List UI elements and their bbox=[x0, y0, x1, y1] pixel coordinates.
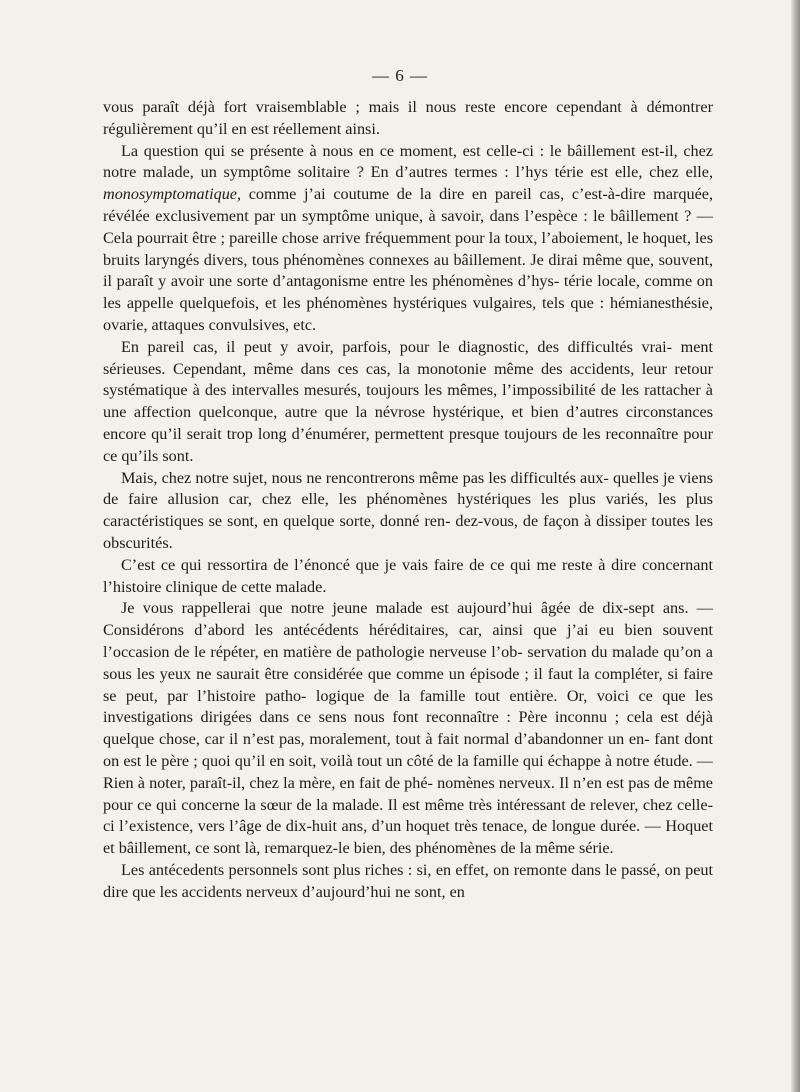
paragraph-2 bbox=[103, 141, 713, 337]
page-edge-shadow bbox=[791, 0, 800, 1092]
body-text bbox=[103, 97, 713, 903]
paragraph-1: vous paraît déjà fort vraisemblable ; mais il nous reste encore cependant à démontrer régulièrement qu’il en est réellement ainsi. bbox=[103, 98, 713, 138]
paragraph-3: En pareil cas, il peut y avoir, parfois, pour le diagnostic, des difficultés vrai- ment sérieuses. Cependant, même dans ces cas, la monotonie même des accidents, leur retour systématique à des intervalles mesurés, toujours les mêmes, l’impossibilité de les rattacher à une affection quelconque, autre que la névrose hystérique, et bien d’autres circonstances encore qu’il serait trop long d’énumérer, permettent presque toujours de les reconnaître pour ce qu’ils sont. bbox=[103, 337, 713, 465]
paragraph-2-end: comme j’ai coutume de la dire en pareil cas, c’est-à-dire marquée, révélée exclusivement par un symptôme unique, à savoir, dans l’espèce : le bâillement ? — Cela pourrait être ; pareille chose arrive fréquemment pour la toux, l’aboiement, le hoquet, les bruits laryngés divers, tous phénomènes connexes au bâillement. Je dirai même que, souvent, il paraît y avoir une sorte d’antagonisme entre les phénomènes d’hys- térie locale, comme on les appelle quelquefois, et les phénomènes hystériques vulgaires, tels que : hémianesthésie, ovarie, attaques convulsives, etc. bbox=[103, 185, 713, 334]
page-number: — 6 — bbox=[372, 66, 428, 85]
paragraph-7: Les antécedents personnels sont plus riches : si, en effet, on remonte dans le passé, on peut dire que les accidents nerveux d’aujourd’hui ne sont, en bbox=[103, 860, 713, 901]
paragraph-5: C’est ce qui ressortira de l’énoncé que je vais faire de ce qui me reste à dire concernant l’histoire clinique de cette malade. bbox=[103, 555, 713, 596]
paragraph-2-italic-term: monosymptomatique, bbox=[103, 185, 242, 204]
paragraph-2-start: La question qui se présente à nous en ce moment, est celle-ci : le bâillement est-il, chez notre malade, un symptôme solitaire ? En d’autres termes : l’hys térie est elle, chez elle, bbox=[103, 141, 713, 182]
paragraph-6: Je vous rappellerai que notre jeune malade est aujourd’hui âgée de dix-sept ans. — Considérons d’abord les antécédents héréditaires, car, ainsi que j’ai eu bien souvent l’occasion de le répéter, en matière de pathologie nerveuse l’ob- servation du malade qu’on a sous les yeux ne saurait être considérée que comme un épisode ; il faut la compléter, si faire se peut, par l’histoire patho- logique de la famille tout entière. Or, voici ce que les investigations dirigées dans ce sens nous font reconnaître : Père inconnu ; cela est déjà quelque chose, car il n’est pas, moralement, tout à fait normal d’abandonner un en- fant dont on est le père ; quoi qu’il en soit, voilà tout un côté de la famille qui échappe à notre étude. — Rien à noter, paraît-il, chez la mère, en fait de phé- nomènes nerveux. Il n’en est pas de même pour ce qui concerne la sœur de la malade. Il est même très intéressant de relever, chez celle-ci l’existence, vers l’âge de dix-huit ans, d’un hoquet très tenace, de longue durée. — Hoquet et bâillement, ce sont là, remarquez-le bien, des phénomènes de la même série. bbox=[103, 599, 713, 858]
paragraph-4: Mais, chez notre sujet, nous ne rencontrerons même pas les difficultés aux- quelles je viens de faire allusion car, chez elle, les phénomènes hystériques les plus variés, les plus caractéristiques se sont, en quelque sorte, donné ren- dez-vous, de façon à dissiper toutes les obscurités. bbox=[103, 468, 713, 552]
